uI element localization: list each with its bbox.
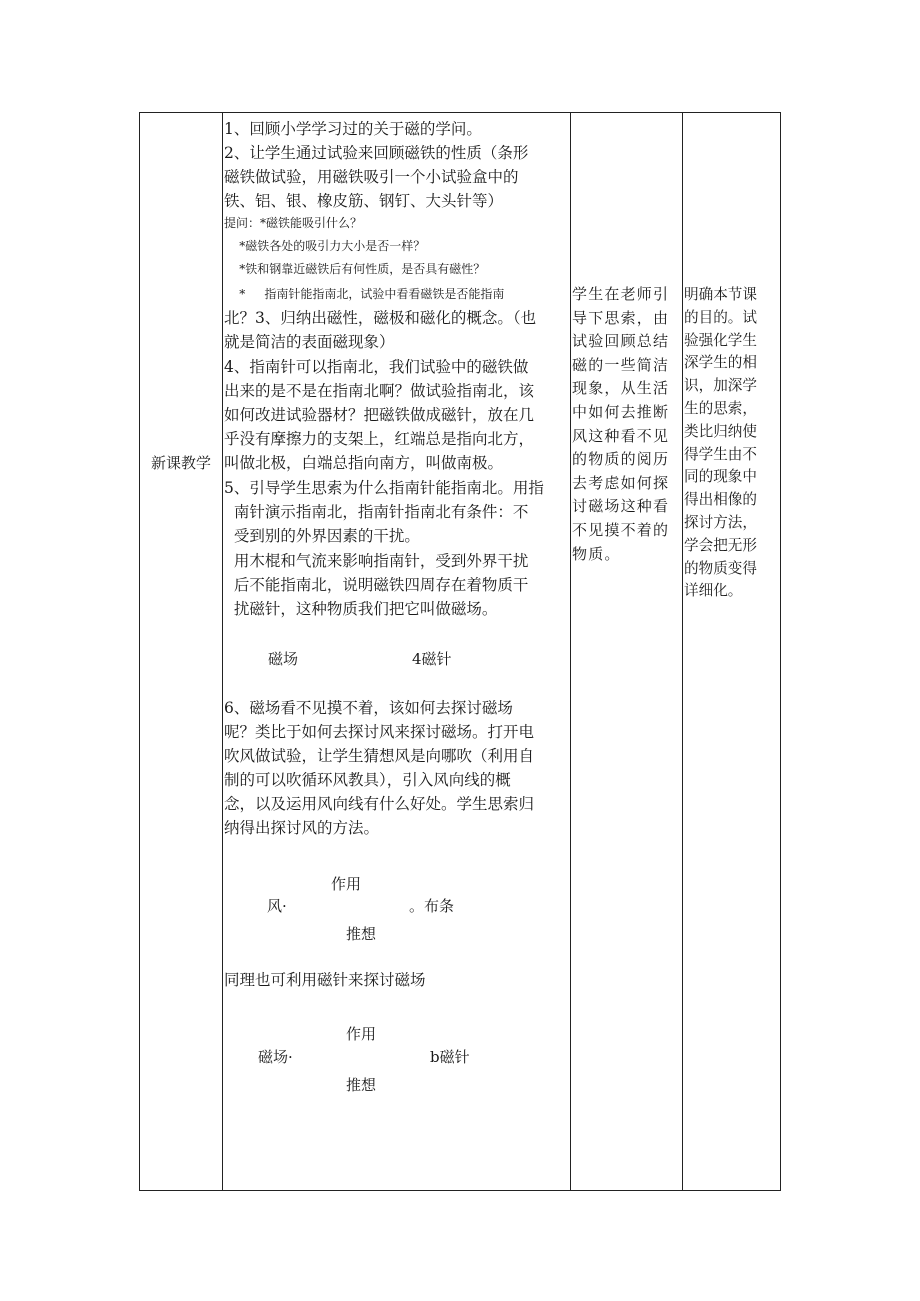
paragraph-6-line: 制的可以吹循环风教具），引入风向线的概 (224, 771, 511, 789)
table-border-col3 (682, 112, 683, 1190)
purpose-line: 生的思索， (684, 400, 757, 417)
content-line: 提问：*磁铁能吸引什么？ (224, 216, 363, 230)
paragraph-6-line: 呢？类比于如何去探讨风来探讨磁场。打开电 (224, 723, 535, 741)
content-line: 2、让学生通过试验来回顾磁铁的性质（条形 (224, 144, 529, 162)
student-activity-line: 讨磁场这种看 (572, 497, 670, 516)
student-activity-line: 导下思索，由 (572, 308, 670, 327)
diagram2-bottom: 推想 (346, 925, 377, 943)
student-activity-line: 的物质的阅历 (572, 450, 670, 469)
student-activity-line: 试验回顾总结 (572, 332, 670, 351)
student-activity-line: 风这种看不见 (572, 426, 670, 445)
purpose-line: 的目的。试 (684, 308, 757, 326)
content-line: 1、回顾小学学习过的关于磁的学问。 (224, 120, 482, 138)
content-line: 用木棍和气流来影响指南针，受到外界干扰 (224, 552, 529, 570)
table-border-right (780, 112, 781, 1190)
table-border-col2 (570, 112, 571, 1190)
content-line: 铁、铝、银、橡皮筋、钢钉、大头针等） (224, 192, 504, 210)
diagram1-left: 磁场 (268, 650, 299, 668)
purpose-line: 学会把无形 (684, 536, 757, 554)
table-border-left (139, 112, 140, 1190)
content-line: 就是简洁的表面磁现象） (224, 333, 395, 351)
content-line: 磁铁做试验，用磁铁吸引一个小试验盒中的 (224, 168, 519, 186)
purpose-line: 详细化。 (684, 582, 743, 600)
purpose-line: 得出相像的 (684, 491, 757, 509)
purpose-line: 识，加深学 (684, 377, 757, 395)
diagram3-right: b磁针 (430, 1048, 470, 1066)
diagram1-right: 4磁针 (412, 650, 452, 668)
diagram3-top: 作用 (346, 1025, 377, 1043)
content-line: 扰磁针，这种物质我们把它叫做磁场。 (224, 600, 498, 618)
student-activity-line: 中如何去推断 (572, 403, 670, 421)
section-label: 新课教学 (150, 454, 211, 472)
student-activity-line: 去考虑如何探 (572, 473, 670, 492)
table-top-border (139, 112, 781, 113)
content-line: *铁和钢靠近磁铁后有何性质，是否具有磁性？ (224, 262, 486, 276)
content-line: 出来的是不是在指南北啊？做试验指南北，该 (224, 382, 535, 400)
same-approach-line: 同理也可利用磁针来探讨磁场 (224, 971, 426, 989)
table-bottom-border (139, 1190, 781, 1191)
content-line: 后不能指南北，说明磁铁四周存在着物质干 (224, 576, 529, 594)
purpose-line: 深学生的相 (684, 354, 757, 372)
content-line: * 指南针能指南北，试验中看看磁铁是否能指南 (224, 287, 505, 301)
student-activity-line: 物质。 (572, 544, 621, 563)
student-activity-line: 学生在老师引 (572, 285, 670, 303)
student-activity-line: 现象，从生活 (572, 379, 670, 398)
paragraph-6-line: 纳得出探讨风的方法。 (224, 819, 380, 837)
table-border-col1 (222, 112, 223, 1190)
purpose-line: 探讨方法， (684, 514, 757, 531)
content-line: 如何改进试验器材？把磁铁做成磁针，放在几 (224, 406, 535, 424)
content-line: 乎没有摩擦力的支架上，红端总是指向北方， (224, 430, 535, 448)
diagram2-right: 。布条 (409, 897, 455, 915)
purpose-line: 明确本节课 (684, 286, 757, 303)
diagram3-bottom: 推想 (346, 1076, 377, 1094)
student-activity-line: 不见摸不着的 (572, 521, 670, 539)
content-line: *磁铁各处的吸引力大小是否一样？ (224, 239, 426, 253)
content-line: 北？3、归纳出磁性，磁极和磁化的概念。（也 (224, 309, 537, 327)
content-line: 叫做北极，白端总指向南方，叫做南极。 (224, 454, 504, 472)
purpose-line: 的物质变得 (684, 559, 757, 577)
paragraph-6-line: 吹风做试验，让学生猜想风是向哪吹（利用自 (224, 747, 535, 765)
purpose-line: 同的现象中 (684, 468, 757, 486)
purpose-line: 验强化学生 (684, 331, 757, 349)
purpose-line: 类比归纳使 (684, 422, 757, 440)
paragraph-6-line: 念，以及运用风向线有什么好处。学生思索归 (224, 795, 535, 813)
student-activity-line: 磁的一些简洁 (572, 355, 670, 374)
diagram3-left: 磁场· (258, 1048, 293, 1066)
purpose-line: 得学生由不 (684, 445, 757, 463)
content-line: 5、引导学生思索为什么指南针能指南北。用指 (224, 479, 544, 497)
content-line: 南针演示指南北，指南针指南北有条件：不 (224, 503, 529, 521)
diagram2-left: 风· (267, 897, 287, 915)
content-line: 4、指南针可以指南北，我们试验中的磁铁做 (224, 358, 529, 376)
diagram2-top: 作用 (331, 875, 362, 893)
content-line: 受到别的外界因素的干扰。 (224, 527, 420, 545)
paragraph-6-line: 6、磁场看不见摸不着，该如何去探讨磁场 (224, 699, 513, 717)
